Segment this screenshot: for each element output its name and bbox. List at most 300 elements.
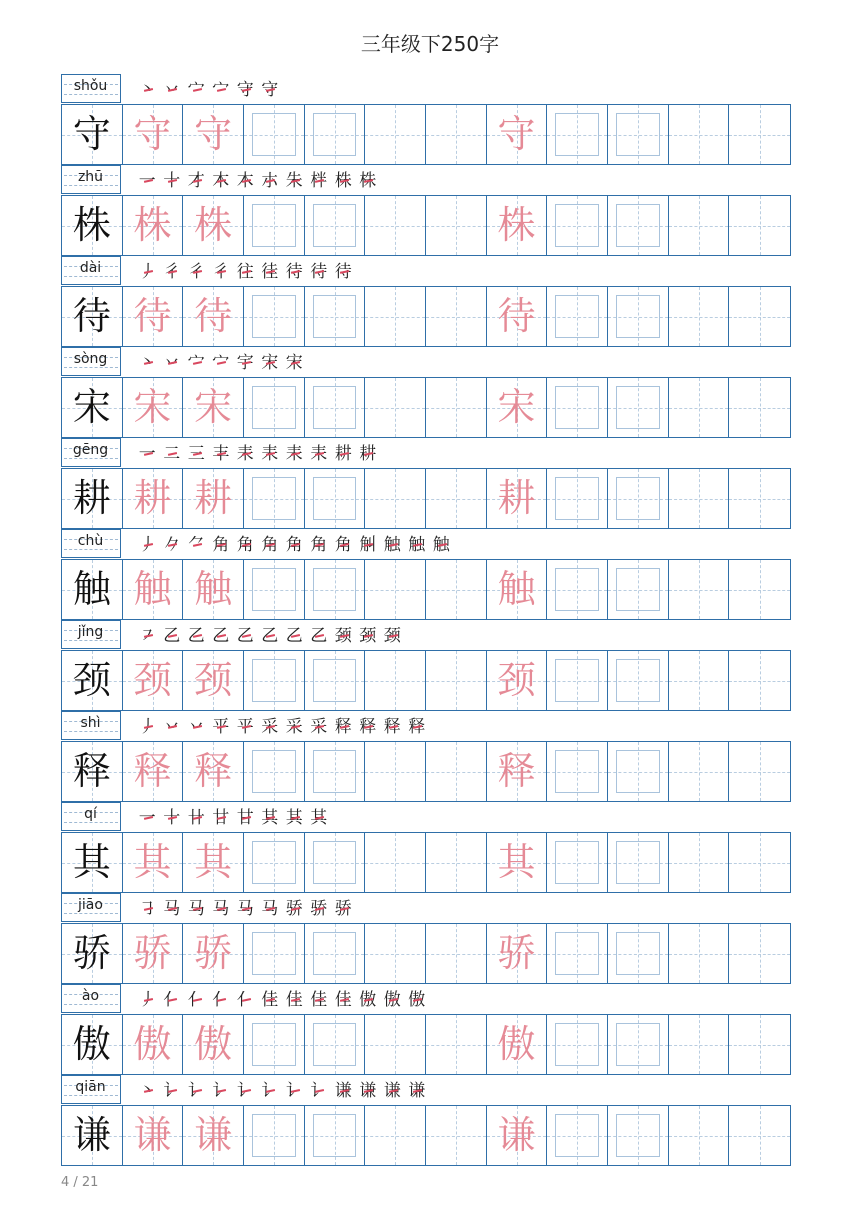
guide-line-vertical — [395, 924, 396, 983]
inner-guide-box — [313, 204, 357, 247]
stroke-glyph: ⺈ — [187, 535, 205, 555]
pinyin-box — [61, 529, 121, 558]
practice-cell[interactable] — [487, 742, 548, 801]
trace-character: 待 — [133, 294, 172, 338]
inner-guide-box — [252, 1023, 296, 1066]
guide-line-vertical — [699, 105, 700, 164]
stroke-glyph: 其 — [261, 808, 279, 828]
trace-character: 谦 — [133, 1113, 172, 1157]
practice-cell[interactable] — [183, 378, 244, 437]
practice-cell[interactable] — [183, 196, 244, 255]
practice-cell[interactable] — [244, 833, 305, 892]
stroke-glyph: 骄 — [310, 899, 328, 919]
practice-cell[interactable] — [608, 742, 669, 801]
trace-character: 待 — [194, 294, 233, 338]
practice-cell[interactable] — [487, 560, 548, 619]
stroke-step — [184, 897, 209, 921]
stroke-step — [209, 624, 234, 648]
writing-grid-row — [61, 377, 791, 438]
stroke-step — [233, 260, 258, 284]
stroke-order — [135, 260, 356, 284]
stroke-glyph: 耒 — [285, 444, 303, 464]
trace-character: 守 — [497, 112, 536, 156]
inner-guide-box — [616, 568, 660, 611]
pinyin-box — [61, 347, 121, 376]
inner-guide-box — [616, 932, 660, 975]
practice-cell[interactable] — [244, 651, 305, 710]
practice-cell[interactable] — [183, 1106, 244, 1165]
stroke-step — [258, 442, 283, 466]
practice-cell[interactable] — [547, 651, 608, 710]
practice-cell[interactable] — [365, 1015, 426, 1074]
stroke-step — [209, 533, 234, 557]
practice-cell[interactable] — [183, 651, 244, 710]
stroke-glyph: 乙 — [261, 626, 279, 646]
practice-cell[interactable] — [183, 833, 244, 892]
stroke-glyph: 待 — [285, 262, 303, 282]
stroke-step — [233, 988, 258, 1012]
practice-cell[interactable] — [669, 1015, 730, 1074]
practice-cell[interactable] — [547, 469, 608, 528]
practice-cell[interactable] — [426, 1106, 487, 1165]
stroke-order — [135, 715, 429, 739]
practice-cell[interactable] — [487, 105, 548, 164]
practice-cell[interactable] — [487, 287, 548, 346]
pinyin-label: gēng — [72, 442, 109, 458]
practice-cell[interactable] — [608, 651, 669, 710]
stroke-step — [209, 1079, 234, 1103]
practice-cell[interactable] — [305, 196, 366, 255]
stroke-step — [233, 1079, 258, 1103]
stroke-step — [233, 442, 258, 466]
practice-cell[interactable] — [729, 1106, 790, 1165]
trace-character: 释 — [133, 749, 172, 793]
stroke-glyph: 卄 — [187, 808, 205, 828]
practice-cell[interactable] — [305, 469, 366, 528]
writing-grid-row — [61, 923, 791, 984]
inner-guide-box — [313, 295, 357, 338]
practice-cell[interactable] — [426, 469, 487, 528]
stroke-step — [233, 897, 258, 921]
practice-cell[interactable] — [487, 196, 548, 255]
character-unit — [61, 984, 791, 1075]
practice-cell[interactable] — [365, 1106, 426, 1165]
practice-cell[interactable] — [365, 560, 426, 619]
practice-cell[interactable] — [426, 560, 487, 619]
pinyin-box — [61, 620, 121, 649]
stroke-step — [135, 169, 160, 193]
inner-guide-box — [252, 568, 296, 611]
stroke-step — [331, 988, 356, 1012]
practice-cell[interactable] — [669, 742, 730, 801]
practice-cell[interactable] — [487, 651, 548, 710]
practice-cell[interactable] — [426, 924, 487, 983]
trace-character: 骄 — [133, 931, 172, 975]
practice-cell[interactable] — [123, 1106, 184, 1165]
stroke-step — [184, 533, 209, 557]
practice-cell[interactable] — [729, 469, 790, 528]
practice-cell[interactable] — [547, 742, 608, 801]
practice-cell[interactable] — [244, 105, 305, 164]
writing-grid-row — [61, 832, 791, 893]
practice-cell[interactable] — [608, 378, 669, 437]
practice-cell[interactable] — [487, 469, 548, 528]
inner-guide-box — [313, 113, 357, 156]
practice-cell[interactable] — [183, 560, 244, 619]
stroke-glyph: 乙 — [187, 626, 205, 646]
practice-cell[interactable] — [669, 196, 730, 255]
practice-cell[interactable] — [183, 742, 244, 801]
practice-cell[interactable] — [123, 105, 184, 164]
trace-character: 守 — [133, 112, 172, 156]
practice-cell[interactable] — [547, 560, 608, 619]
trace-character: 宋 — [194, 385, 233, 429]
inner-guide-box — [313, 568, 357, 611]
stroke-glyph: 讠 — [261, 1081, 279, 1101]
practice-cell[interactable] — [305, 378, 366, 437]
practice-cell[interactable] — [244, 287, 305, 346]
pinyin-row — [61, 347, 791, 376]
model-cell — [62, 105, 123, 164]
practice-cell[interactable] — [669, 378, 730, 437]
trace-character: 宋 — [497, 385, 536, 429]
practice-cell[interactable] — [669, 651, 730, 710]
practice-cell[interactable] — [729, 287, 790, 346]
guide-line-vertical — [395, 105, 396, 164]
stroke-step — [331, 533, 356, 557]
stroke-glyph: 马 — [163, 899, 181, 919]
practice-cell[interactable] — [123, 1015, 184, 1074]
practice-cell[interactable] — [669, 833, 730, 892]
stroke-step — [380, 1079, 405, 1103]
stroke-step — [282, 806, 307, 830]
trace-character: 株 — [194, 203, 233, 247]
stroke-glyph: 丷 — [163, 717, 181, 737]
practice-cell[interactable] — [426, 833, 487, 892]
stroke-glyph: 释 — [383, 717, 401, 737]
practice-cell[interactable] — [305, 924, 366, 983]
practice-cell[interactable] — [123, 287, 184, 346]
practice-cell[interactable] — [729, 833, 790, 892]
practice-cell[interactable] — [305, 833, 366, 892]
practice-cell[interactable] — [669, 469, 730, 528]
stroke-glyph: 谦 — [359, 1081, 377, 1101]
practice-cell[interactable] — [305, 560, 366, 619]
practice-cell[interactable] — [244, 378, 305, 437]
practice-cell[interactable] — [487, 1015, 548, 1074]
stroke-glyph: 彳 — [163, 262, 181, 282]
inner-guide-box — [252, 932, 296, 975]
practice-cell[interactable] — [123, 196, 184, 255]
stroke-glyph: 一 — [138, 171, 156, 191]
practice-cell[interactable] — [183, 469, 244, 528]
pinyin-box — [61, 165, 121, 194]
pinyin-label: ào — [81, 988, 100, 1004]
trace-character: 触 — [497, 567, 536, 611]
trace-character: 谦 — [497, 1113, 536, 1157]
practice-cell[interactable] — [547, 1106, 608, 1165]
pinyin-box — [61, 711, 121, 740]
practice-cell[interactable] — [608, 105, 669, 164]
stroke-step — [331, 1079, 356, 1103]
practice-cell[interactable] — [669, 1106, 730, 1165]
practice-cell[interactable] — [183, 924, 244, 983]
stroke-glyph: 耕 — [359, 444, 377, 464]
practice-cell[interactable] — [426, 287, 487, 346]
practice-cell[interactable] — [123, 378, 184, 437]
inner-guide-box — [616, 659, 660, 702]
guide-line-vertical — [456, 105, 457, 164]
inner-guide-box — [616, 1023, 660, 1066]
practice-cell[interactable] — [487, 924, 548, 983]
stroke-order — [135, 78, 282, 102]
practice-cell[interactable] — [123, 742, 184, 801]
practice-cell[interactable] — [365, 742, 426, 801]
practice-cell[interactable] — [426, 196, 487, 255]
practice-cell[interactable] — [426, 105, 487, 164]
character-unit — [61, 347, 791, 438]
stroke-step — [258, 988, 283, 1012]
practice-cell[interactable] — [608, 1106, 669, 1165]
stroke-step — [282, 442, 307, 466]
stroke-glyph: 马 — [212, 899, 230, 919]
stroke-step — [209, 78, 234, 102]
practice-cell[interactable] — [365, 651, 426, 710]
practice-cell[interactable] — [365, 378, 426, 437]
stroke-step — [258, 1079, 283, 1103]
practice-cell[interactable] — [547, 1015, 608, 1074]
writing-grid-row — [61, 741, 791, 802]
practice-cell[interactable] — [244, 1106, 305, 1165]
stroke-step — [209, 897, 234, 921]
stroke-glyph: 丰 — [212, 444, 230, 464]
model-character: 谦 — [72, 1113, 111, 1157]
practice-cell[interactable] — [123, 469, 184, 528]
inner-guide-box — [616, 113, 660, 156]
inner-guide-box — [313, 841, 357, 884]
stroke-step — [233, 78, 258, 102]
practice-cell[interactable] — [547, 196, 608, 255]
stroke-glyph: 宀 — [187, 80, 205, 100]
practice-cell[interactable] — [123, 651, 184, 710]
practice-cell[interactable] — [183, 287, 244, 346]
practice-cell[interactable] — [244, 742, 305, 801]
practice-cell[interactable] — [365, 469, 426, 528]
pinyin-box — [61, 802, 121, 831]
guide-line-vertical — [456, 833, 457, 892]
practice-cell[interactable] — [729, 560, 790, 619]
stroke-step — [307, 624, 332, 648]
trace-character: 其 — [133, 840, 172, 884]
guide-line-vertical — [699, 1015, 700, 1074]
guide-line-vertical — [456, 924, 457, 983]
guide-line-vertical — [699, 287, 700, 346]
inner-guide-box — [252, 113, 296, 156]
stroke-step — [356, 533, 381, 557]
stroke-glyph: ㇆ — [138, 899, 156, 919]
trace-character: 耕 — [194, 476, 233, 520]
stroke-step — [380, 624, 405, 648]
inner-guide-box — [616, 386, 660, 429]
practice-cell[interactable] — [608, 469, 669, 528]
practice-cell[interactable] — [669, 105, 730, 164]
practice-cell[interactable] — [547, 105, 608, 164]
pinyin-label: dài — [79, 260, 102, 276]
stroke-step — [258, 715, 283, 739]
inner-guide-box — [313, 659, 357, 702]
stroke-glyph: 甘 — [236, 808, 254, 828]
guide-line-vertical — [456, 651, 457, 710]
stroke-glyph: 宇 — [236, 353, 254, 373]
practice-cell[interactable] — [365, 287, 426, 346]
practice-cell[interactable] — [244, 1015, 305, 1074]
practice-cell[interactable] — [669, 287, 730, 346]
stroke-glyph: 宀 — [212, 80, 230, 100]
guide-line-vertical — [456, 469, 457, 528]
stroke-step — [184, 1079, 209, 1103]
stroke-glyph: 木 — [212, 171, 230, 191]
practice-cell[interactable] — [426, 742, 487, 801]
stroke-step — [160, 624, 185, 648]
model-character: 傲 — [72, 1022, 111, 1066]
practice-cell[interactable] — [608, 1015, 669, 1074]
stroke-step — [209, 442, 234, 466]
stroke-glyph: 角 — [261, 535, 279, 555]
practice-cell[interactable] — [729, 1015, 790, 1074]
practice-cell[interactable] — [608, 196, 669, 255]
practice-cell[interactable] — [547, 833, 608, 892]
practice-cell[interactable] — [547, 378, 608, 437]
practice-cell[interactable] — [487, 833, 548, 892]
guide-line-vertical — [760, 196, 761, 255]
character-unit — [61, 802, 791, 893]
trace-character: 骄 — [194, 931, 233, 975]
stroke-glyph: 待 — [334, 262, 352, 282]
trace-character: 其 — [194, 840, 233, 884]
practice-cell[interactable] — [365, 833, 426, 892]
practice-cell[interactable] — [608, 833, 669, 892]
pinyin-label: chù — [77, 533, 104, 549]
practice-cell[interactable] — [426, 378, 487, 437]
stroke-glyph: 柈 — [310, 171, 328, 191]
inner-guide-box — [616, 1114, 660, 1157]
practice-cell[interactable] — [123, 560, 184, 619]
guide-line-vertical — [760, 105, 761, 164]
practice-cell[interactable] — [365, 196, 426, 255]
practice-cell[interactable] — [244, 924, 305, 983]
practice-cell[interactable] — [305, 287, 366, 346]
stroke-glyph: 佳 — [261, 990, 279, 1010]
inner-guide-box — [313, 477, 357, 520]
practice-cell[interactable] — [305, 742, 366, 801]
practice-cell[interactable] — [365, 105, 426, 164]
stroke-step — [258, 806, 283, 830]
stroke-step — [282, 260, 307, 284]
practice-cell[interactable] — [183, 105, 244, 164]
stroke-glyph: 颈 — [359, 626, 377, 646]
page-number: 4 / 21 — [61, 1175, 99, 1190]
practice-cell[interactable] — [729, 651, 790, 710]
practice-cell[interactable] — [729, 742, 790, 801]
practice-cell[interactable] — [244, 469, 305, 528]
stroke-glyph: 讠 — [236, 1081, 254, 1101]
practice-cell[interactable] — [608, 287, 669, 346]
practice-cell[interactable] — [547, 287, 608, 346]
stroke-glyph: 亻 — [212, 990, 230, 1010]
practice-cell[interactable] — [547, 924, 608, 983]
stroke-step — [282, 897, 307, 921]
practice-cell[interactable] — [365, 924, 426, 983]
practice-cell[interactable] — [305, 651, 366, 710]
practice-cell[interactable] — [123, 924, 184, 983]
stroke-step — [282, 351, 307, 375]
pinyin-label: shǒu — [73, 78, 108, 94]
practice-cell[interactable] — [669, 560, 730, 619]
writing-grid-row — [61, 468, 791, 529]
stroke-step — [356, 169, 381, 193]
guide-line-vertical — [395, 1106, 396, 1165]
stroke-step — [160, 442, 185, 466]
guide-line-vertical — [699, 651, 700, 710]
practice-cell[interactable] — [669, 924, 730, 983]
stroke-glyph: 角 — [334, 535, 352, 555]
stroke-order — [135, 806, 331, 830]
stroke-step — [233, 533, 258, 557]
practice-cell[interactable] — [608, 924, 669, 983]
practice-cell[interactable] — [729, 924, 790, 983]
pinyin-row — [61, 893, 791, 922]
stroke-glyph: 亻 — [163, 990, 181, 1010]
practice-cell[interactable] — [305, 1015, 366, 1074]
stroke-step — [380, 533, 405, 557]
practice-cell[interactable] — [729, 196, 790, 255]
stroke-order — [135, 624, 405, 648]
practice-cell[interactable] — [487, 378, 548, 437]
stroke-step — [331, 897, 356, 921]
stroke-glyph: 角 — [212, 535, 230, 555]
practice-cell[interactable] — [729, 378, 790, 437]
practice-cell[interactable] — [244, 196, 305, 255]
inner-guide-box — [313, 1114, 357, 1157]
stroke-glyph: 乙 — [212, 626, 230, 646]
practice-cell[interactable] — [305, 105, 366, 164]
stroke-step — [307, 260, 332, 284]
inner-guide-box — [616, 750, 660, 793]
stroke-step — [160, 351, 185, 375]
model-character: 颈 — [72, 658, 111, 702]
practice-cell[interactable] — [729, 105, 790, 164]
pinyin-label: qiān — [75, 1079, 106, 1095]
stroke-step — [356, 988, 381, 1012]
stroke-glyph: 丿 — [138, 990, 156, 1010]
practice-cell[interactable] — [305, 1106, 366, 1165]
stroke-step — [331, 715, 356, 739]
stroke-glyph: 采 — [285, 717, 303, 737]
practice-cell[interactable] — [426, 1015, 487, 1074]
practice-cell[interactable] — [487, 1106, 548, 1165]
guide-line-vertical — [699, 742, 700, 801]
stroke-glyph: 颈 — [334, 626, 352, 646]
practice-cell[interactable] — [426, 651, 487, 710]
practice-cell[interactable] — [123, 833, 184, 892]
practice-cell[interactable] — [608, 560, 669, 619]
practice-cell[interactable] — [183, 1015, 244, 1074]
stroke-glyph: 角 — [310, 535, 328, 555]
character-unit — [61, 438, 791, 529]
practice-cell[interactable] — [244, 560, 305, 619]
stroke-glyph: 傲 — [408, 990, 426, 1010]
stroke-glyph: 𠂊 — [163, 535, 181, 555]
